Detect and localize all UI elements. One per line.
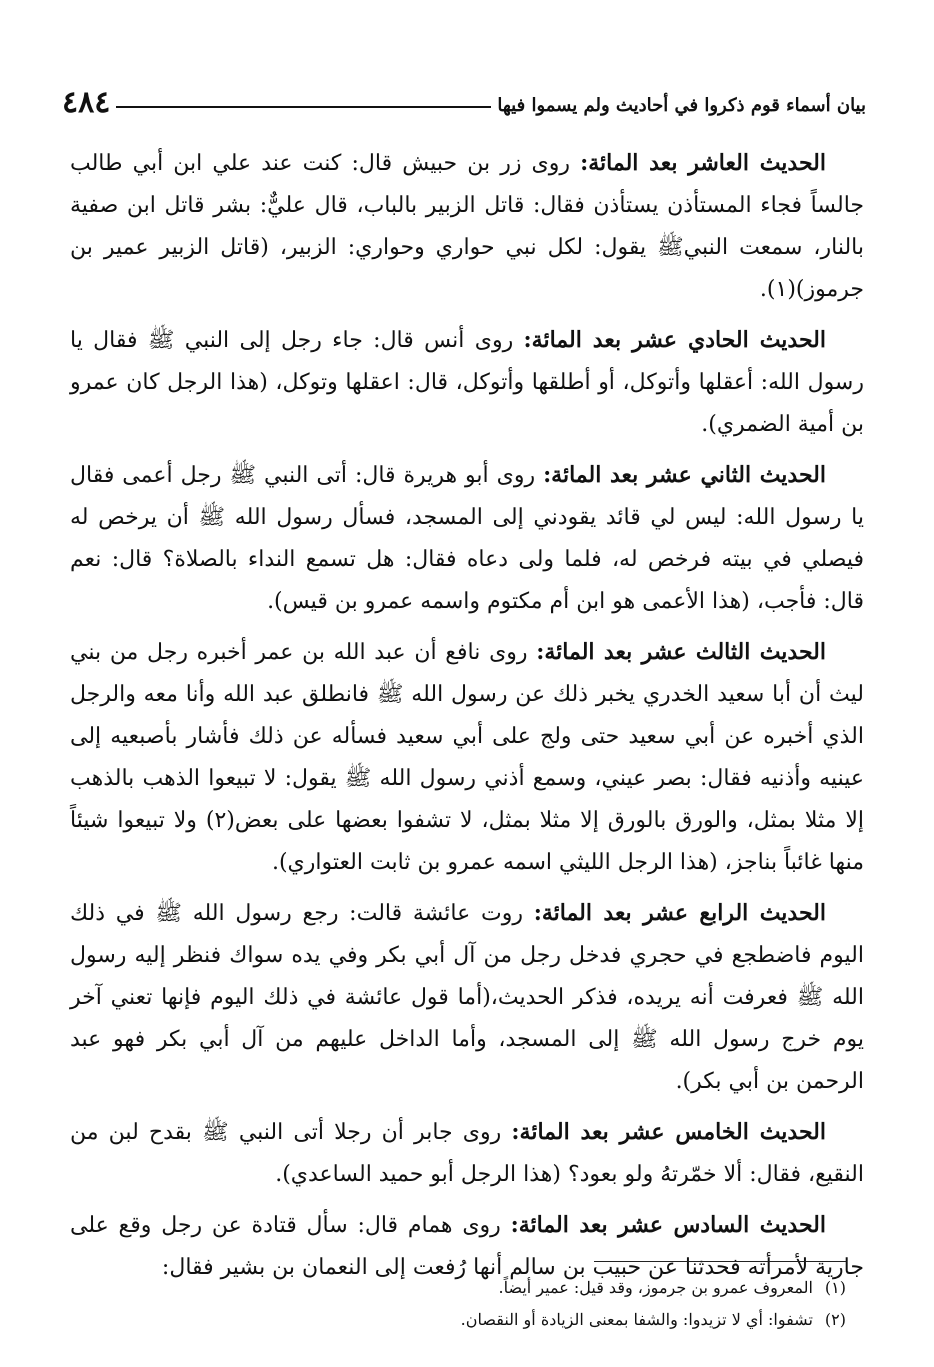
hadith-text: روى زر بن حبيش قال: كنت عند علي ابن أبي طالب جالساً فجاء المستأذن يستأذن فقال: قاتل الزبير بالباب، قال عليٌّ: بشر قاتل ابن صفية بالنار، سمعت النبيﷺ يقول: لكل نبي حواري وحواري: الزبير، (قاتل الزبير عمير بن جرموز)(١). <box>70 151 864 302</box>
footnote-text: المعروف عمرو بن جرموز، وقد قيل: عمير أيضاً. <box>498 1278 813 1297</box>
hadith-text: روى أبو هريرة قال: أتى النبي ﷺ رجل أعمى فقال يا رسول الله: ليس لي قائد يقودني إلى المسجد، فسأل رسول الله ﷺ أن يرخص له فيصلي في بيته فرخص له، فلما ولى دعاه فقال: هل تسمع النداء بالصلاة؟ قال: نعم قال: فأجب، (هذا الأعمى هو ابن أم مكتوم واسمه عمرو بن قيس). <box>70 463 864 614</box>
hadith-title: الحديث العاشر بعد المائة: <box>580 150 826 176</box>
hadith-title: الحديث الثاني عشر بعد المائة: <box>543 462 826 488</box>
footnote <box>70 1304 846 1336</box>
hadith-paragraph <box>70 1111 864 1196</box>
hadith-paragraph <box>70 454 864 623</box>
footnote-number: (١) <box>824 1278 846 1297</box>
footnote-text: تشفوا: أي لا تزيدوا: والشفا بمعنى الزيادة أو النقصان. <box>460 1310 813 1329</box>
hadith-text: روى جابر أن رجلا أتى النبي ﷺ بقدح لبن من النقيع، فقال: ألا خمّرتهُ ولو بعود؟ (هذا الرجل أبو حميد الساعدي). <box>70 1120 864 1187</box>
footnote <box>70 1272 846 1304</box>
hadith-text: روى نافع أن عبد الله بن عمر أخبره رجل من بني ليث أن أبا سعيد الخدري يخبر ذلك عن رسول الله ﷺ فانطلق عبد الله وأنا معه والرجل الذي أخبره عن أبي سعيد حتى ولج على أبي سعيد فسأله عن ذلك فأشار بأصبعيه إلى عينيه وأذنيه فقال: بصر عيني، وسمع أذني رسول الله ﷺ يقول: لا تبيعوا الذهب بالذهب إلا مثلا بمثل، والورق بالورق إلا مثلا بمثل، لا تشفوا بعضها على بعض(٢) ولا تبيعوا شيئاً منها غائباً بناجز، (هذا الرجل الليثي اسمه عمرو بن ثابت العتواري). <box>70 640 865 875</box>
hadith-paragraph <box>70 142 864 311</box>
running-title: بيان أسماء قوم ذكروا في أحاديث ولم يسموا فيها <box>497 95 866 116</box>
page-header <box>52 72 866 118</box>
hadith-paragraph <box>70 631 864 884</box>
hadith-text: روى أنس قال: جاء رجل إلى النبي ﷺ فقال يا رسول الله: أعقلها وأتوكل، أو أطلقها وأتوكل، قال: اعقلها وتوكل، (هذا الرجل كان عمرو بن أمية الضمري). <box>70 328 864 437</box>
footnote-number: (٢) <box>824 1310 846 1329</box>
hadith-text: روى همام قال: سأل قتادة عن رجل وقع على جارية لأمرأته فحدثنا عن حبيب بن سالم أنها رُفعت إلى النعمان بن بشير فقال: <box>70 1213 864 1280</box>
hadith-title: الحديث الحادي عشر بعد المائة: <box>523 327 826 353</box>
header-rule <box>116 106 491 108</box>
footnote-separator <box>594 1261 846 1262</box>
footnotes <box>70 1272 846 1336</box>
hadith-title: الحديث الثالث عشر بعد المائة: <box>536 639 826 665</box>
page-number: ٤٨٤ <box>62 85 111 120</box>
main-text <box>70 142 864 1297</box>
hadith-paragraph <box>70 892 864 1103</box>
hadith-title: الحديث السادس عشر بعد المائة: <box>510 1212 826 1238</box>
hadith-title: الحديث الخامس عشر بعد المائة: <box>511 1119 826 1145</box>
hadith-text: روت عائشة قالت: رجع رسول الله ﷺ في ذلك اليوم فاضطجع في حجري فدخل رجل من آل أبي بكر وفي يده سواك فنظر إليه رسول الله ﷺ فعرفت أنه يريده، فذكر الحديث،(أما قول عائشة في ذلك اليوم فإنها تعني آخر يوم خرج رسول الله ﷺ إلى المسجد، وأما الداخل عليهم من آل أبي بكر فهو عبد الرحمن بن أبي بكر). <box>70 901 864 1094</box>
hadith-paragraph <box>70 319 864 446</box>
hadith-title: الحديث الرابع عشر بعد المائة: <box>533 900 826 926</box>
